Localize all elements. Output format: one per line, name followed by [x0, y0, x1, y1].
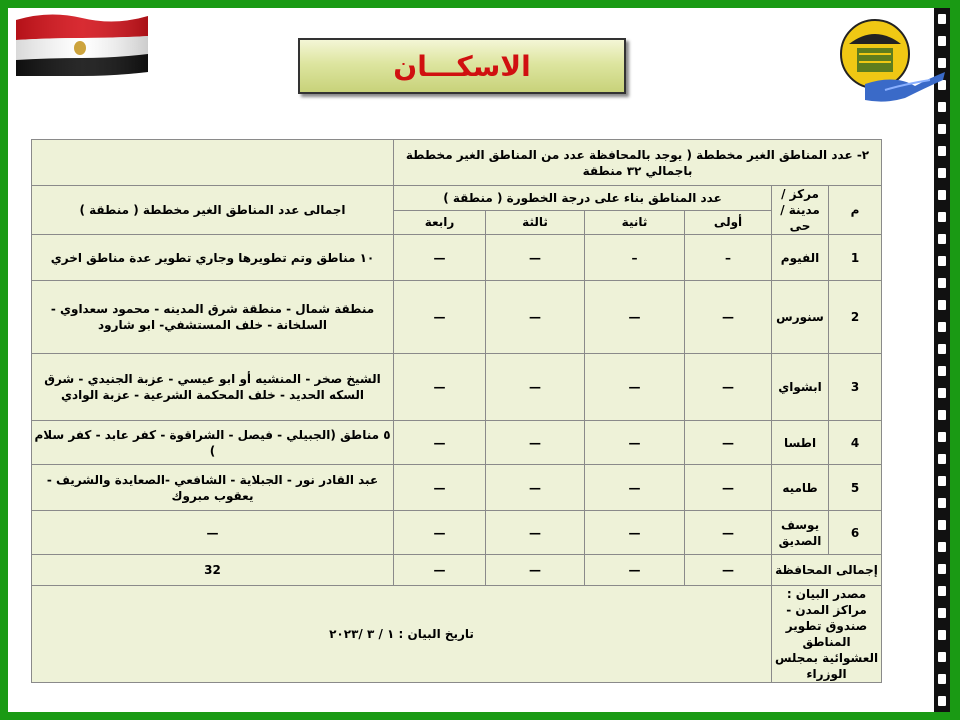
header-first: أولى: [685, 210, 772, 235]
table-row: [32, 465, 882, 511]
film-hole: [938, 124, 946, 134]
header-index: م: [829, 186, 882, 235]
row-fourth: —: [394, 281, 486, 354]
film-hole: [938, 498, 946, 508]
row-center: يوسف الصديق: [772, 511, 829, 555]
film-hole: [938, 366, 946, 376]
header-total-unplanned: اجمالى عدد المناطق الغير مخططة ( منطقة ): [32, 186, 394, 235]
footer-row: [32, 586, 882, 683]
row-number: 4: [829, 421, 882, 465]
row-third: —: [486, 511, 585, 555]
film-hole: [938, 300, 946, 310]
row-number: 5: [829, 465, 882, 511]
row-number: 3: [829, 354, 882, 421]
film-hole: [938, 388, 946, 398]
table-row: [32, 511, 882, 555]
data-date: تاريخ البيان : ١ / ٣ /٢٠٢٣: [32, 586, 772, 683]
row-number: 2: [829, 281, 882, 354]
row-first: —: [685, 421, 772, 465]
row-number: 6: [829, 511, 882, 555]
film-hole: [938, 146, 946, 156]
intro-text: ٢- عدد المناطق الغير مخططة ( يوجد بالمحافظة عدد من المناطق الغير مخططة باجمالي ٣٢ منطقة: [394, 140, 882, 186]
film-hole: [938, 212, 946, 222]
row-second: —: [585, 465, 685, 511]
film-hole: [938, 586, 946, 596]
film-hole: [938, 564, 946, 574]
header-third: ثالثة: [486, 210, 585, 235]
film-hole: [938, 454, 946, 464]
header-fourth: رابعة: [394, 210, 486, 235]
row-fourth: —: [394, 354, 486, 421]
slide-title-box: [298, 38, 626, 94]
row-total: منطقة شمال - منطقة شرق المدينه - محمود سعداوي - السلخانة - خلف المستشفي- ابو شارود: [32, 281, 394, 354]
film-hole: [938, 168, 946, 178]
film-hole: [938, 630, 946, 640]
row-total: ١٠ مناطق وتم تطويرها وجاري تطوير عدة مناطق اخري: [32, 235, 394, 281]
totals-third: —: [486, 555, 585, 586]
film-hole: [938, 542, 946, 552]
row-second: —: [585, 281, 685, 354]
row-center: طاميه: [772, 465, 829, 511]
film-hole: [938, 322, 946, 332]
row-first: —: [685, 281, 772, 354]
film-hole: [938, 410, 946, 420]
intro-empty-cell: [32, 140, 394, 186]
egypt-flag-icon: [14, 10, 150, 76]
header-by-risk: عدد المناطق بناء على درجة الخطورة ( منطقة ): [394, 186, 772, 211]
totals-row: [32, 555, 882, 586]
row-first: —: [685, 511, 772, 555]
row-total: الشيخ صخر - المنشيه أو ابو عيسي - عزبة الجنيدي - شرق السكه الحديد - خلف المحكمة الشرعية - عزبة الوادي: [32, 354, 394, 421]
totals-total: 32: [32, 555, 394, 586]
row-third: —: [486, 354, 585, 421]
row-total: عبد القادر نور - الجبلاية - الشافعي -الصعايدة والشريف - يعقوب مبروك: [32, 465, 394, 511]
totals-fourth: —: [394, 555, 486, 586]
totals-label: إجمالى المحافظة: [772, 555, 882, 586]
film-hole: [938, 674, 946, 684]
table-row: [32, 281, 882, 354]
row-total: ٥ مناطق (الجبيلي - فيصل - الشراقوة - كفر عابد - كفر سلام ): [32, 421, 394, 465]
film-hole: [938, 344, 946, 354]
table-row: [32, 354, 882, 421]
row-center: الفيوم: [772, 235, 829, 281]
row-center: سنورس: [772, 281, 829, 354]
film-hole: [938, 234, 946, 244]
unplanned-areas-table: [31, 139, 882, 683]
table-row: [32, 421, 882, 465]
row-fourth: —: [394, 235, 486, 281]
totals-first: —: [685, 555, 772, 586]
row-second: —: [585, 354, 685, 421]
film-hole: [938, 476, 946, 486]
data-source: مصدر البيان : مراكز المدن - صندوق تطوير المناطق العشوائية بمجلس الوزراء: [772, 586, 882, 683]
film-hole: [938, 696, 946, 706]
row-third: —: [486, 235, 585, 281]
row-third: —: [486, 421, 585, 465]
row-fourth: —: [394, 465, 486, 511]
row-second: —: [585, 511, 685, 555]
header-second: ثانية: [585, 210, 685, 235]
film-hole: [938, 652, 946, 662]
row-third: —: [486, 281, 585, 354]
row-first: —: [685, 465, 772, 511]
film-hole: [938, 278, 946, 288]
totals-second: —: [585, 555, 685, 586]
header-center: مركز / مدينة / حى: [772, 186, 829, 235]
film-hole: [938, 432, 946, 442]
row-center: اطسا: [772, 421, 829, 465]
governorate-logo-icon: [835, 14, 947, 106]
film-hole: [938, 608, 946, 618]
slide-title: الاسكـــان: [393, 49, 531, 83]
row-second: –: [585, 235, 685, 281]
film-strip-decoration: [934, 8, 950, 712]
row-center: ابشواي: [772, 354, 829, 421]
row-first: –: [685, 235, 772, 281]
row-total: —: [32, 511, 394, 555]
row-fourth: —: [394, 511, 486, 555]
film-hole: [938, 520, 946, 530]
row-first: —: [685, 354, 772, 421]
table-row: [32, 235, 882, 281]
row-fourth: —: [394, 421, 486, 465]
row-third: —: [486, 465, 585, 511]
film-hole: [938, 256, 946, 266]
row-number: 1: [829, 235, 882, 281]
film-hole: [938, 190, 946, 200]
row-second: —: [585, 421, 685, 465]
